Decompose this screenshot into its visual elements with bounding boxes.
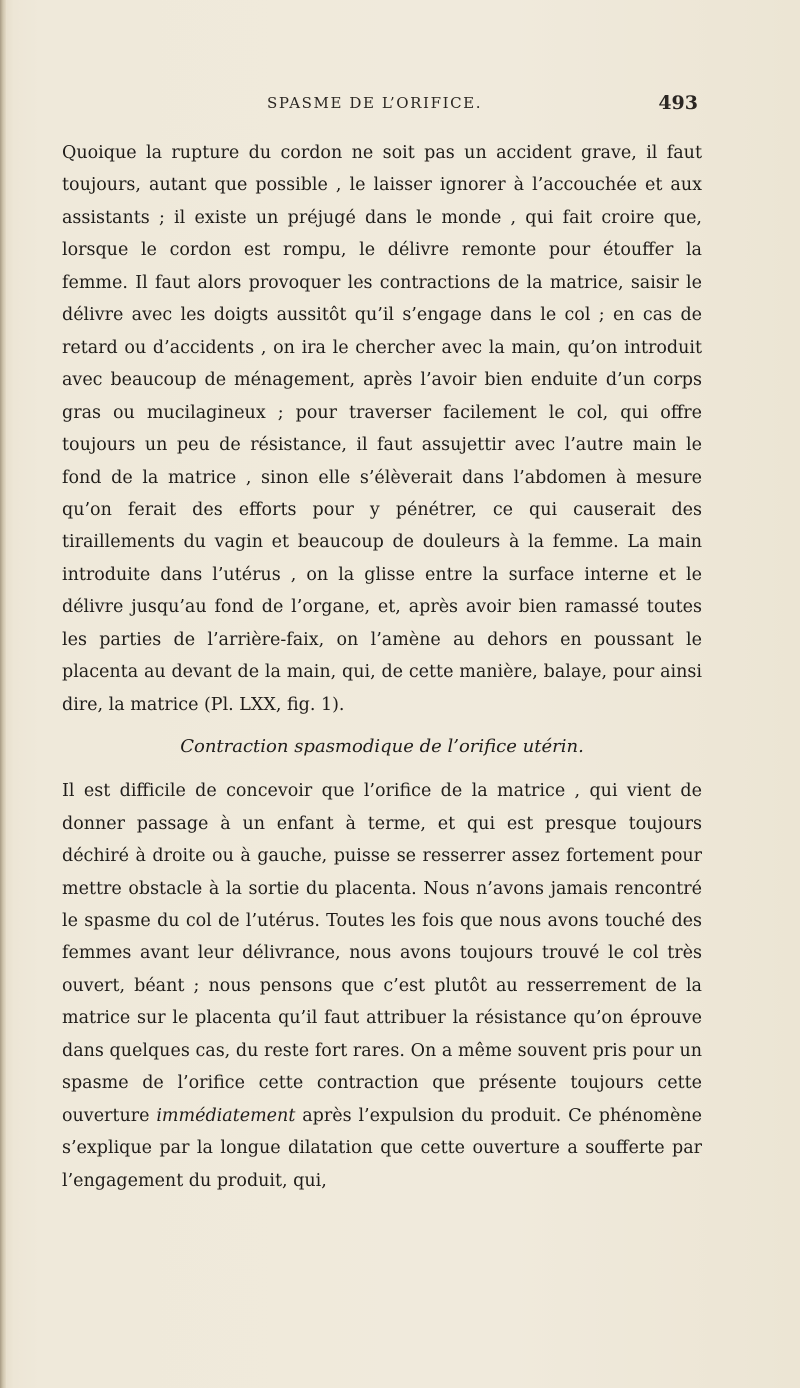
paragraph-2-emphasis: immédiatement <box>156 1105 296 1126</box>
page-binding-edge <box>0 0 6 1388</box>
section-heading: Contraction spasmodique de l’orifice utérin. <box>180 736 584 758</box>
running-title: SPASME DE L’ORIFICE. <box>267 94 483 112</box>
paragraph-1: Quoique la rupture du cordon ne soit pas un accident grave, il faut toujours, autant que possible , le laisser ignorer à l’accouchée et aux assistants ; il existe un préjugé dans le monde , qui fait croire que, lorsque le cordon est rompu, le délivre remonte pour étouffer la femme. Il faut alors provoquer les contractions de la matrice, saisir le délivre avec les doigts aussitôt qu’il s’engage dans le col ; en cas de retard ou d’accidents , on ira le chercher avec la main, qu’on introduit avec beaucoup de ménagement, après l’avoir bien enduite d’un corps gras ou mucilagineux ; pour traverser facilement le col, qui offre toujours un peu de résistance, il faut assujettir avec l’autre main le fond de la matrice , sinon elle s’élèverait dans l’abdomen à mesure qu’on ferait des efforts pour y pénétrer, ce qui causerait des tiraillements du vagin et beaucoup de douleurs à la femme. La main introduite dans l’utérus , on la glisse entre la surface interne et le délivre jusqu’au fond de l’organe, et, après avoir bien ramassé toutes les parties de l’arrière-faix, on l’amène au dehors en poussant le placenta au devant de la main, qui, de cette manière, balaye, pour ainsi dire, la matrice (Pl. LXX, fig. 1). <box>62 143 702 715</box>
body-text <box>62 137 702 1197</box>
paragraph-2-text-start: Il est difficile de concevoir que l’orifice de la matrice , qui vient de donner passage à un enfant à terme, et qui est presque toujours déchiré à droite ou à gauche, puisse se resserrer assez fortement pour mettre obstacle à la sortie du placenta. Nous n’avons jamais rencontré le spasme du col de l’utérus. Toutes les fois que nous avons touché des femmes avant leur délivrance, nous avons toujours trouvé le col très ouvert, béant ; nous pensons que c’est plutôt au resserrement de la matrice sur le placenta qu’il faut attribuer la résistance qu’on éprouve dans quelques cas, du reste fort rares. On a même souvent pris pour un spasme de l’orifice cette contraction que présente toujours cette ouverture <box>62 781 702 1126</box>
running-head <box>62 94 698 122</box>
paragraph-2 <box>62 775 702 1197</box>
page-number: 493 <box>658 92 698 114</box>
paragraph-2-text-end: après l’expulsion du produit. Ce phénomène s’explique par la longue dilatation que cette ouverture a soufferte par l’engagement du produit, qui, <box>62 1105 702 1191</box>
